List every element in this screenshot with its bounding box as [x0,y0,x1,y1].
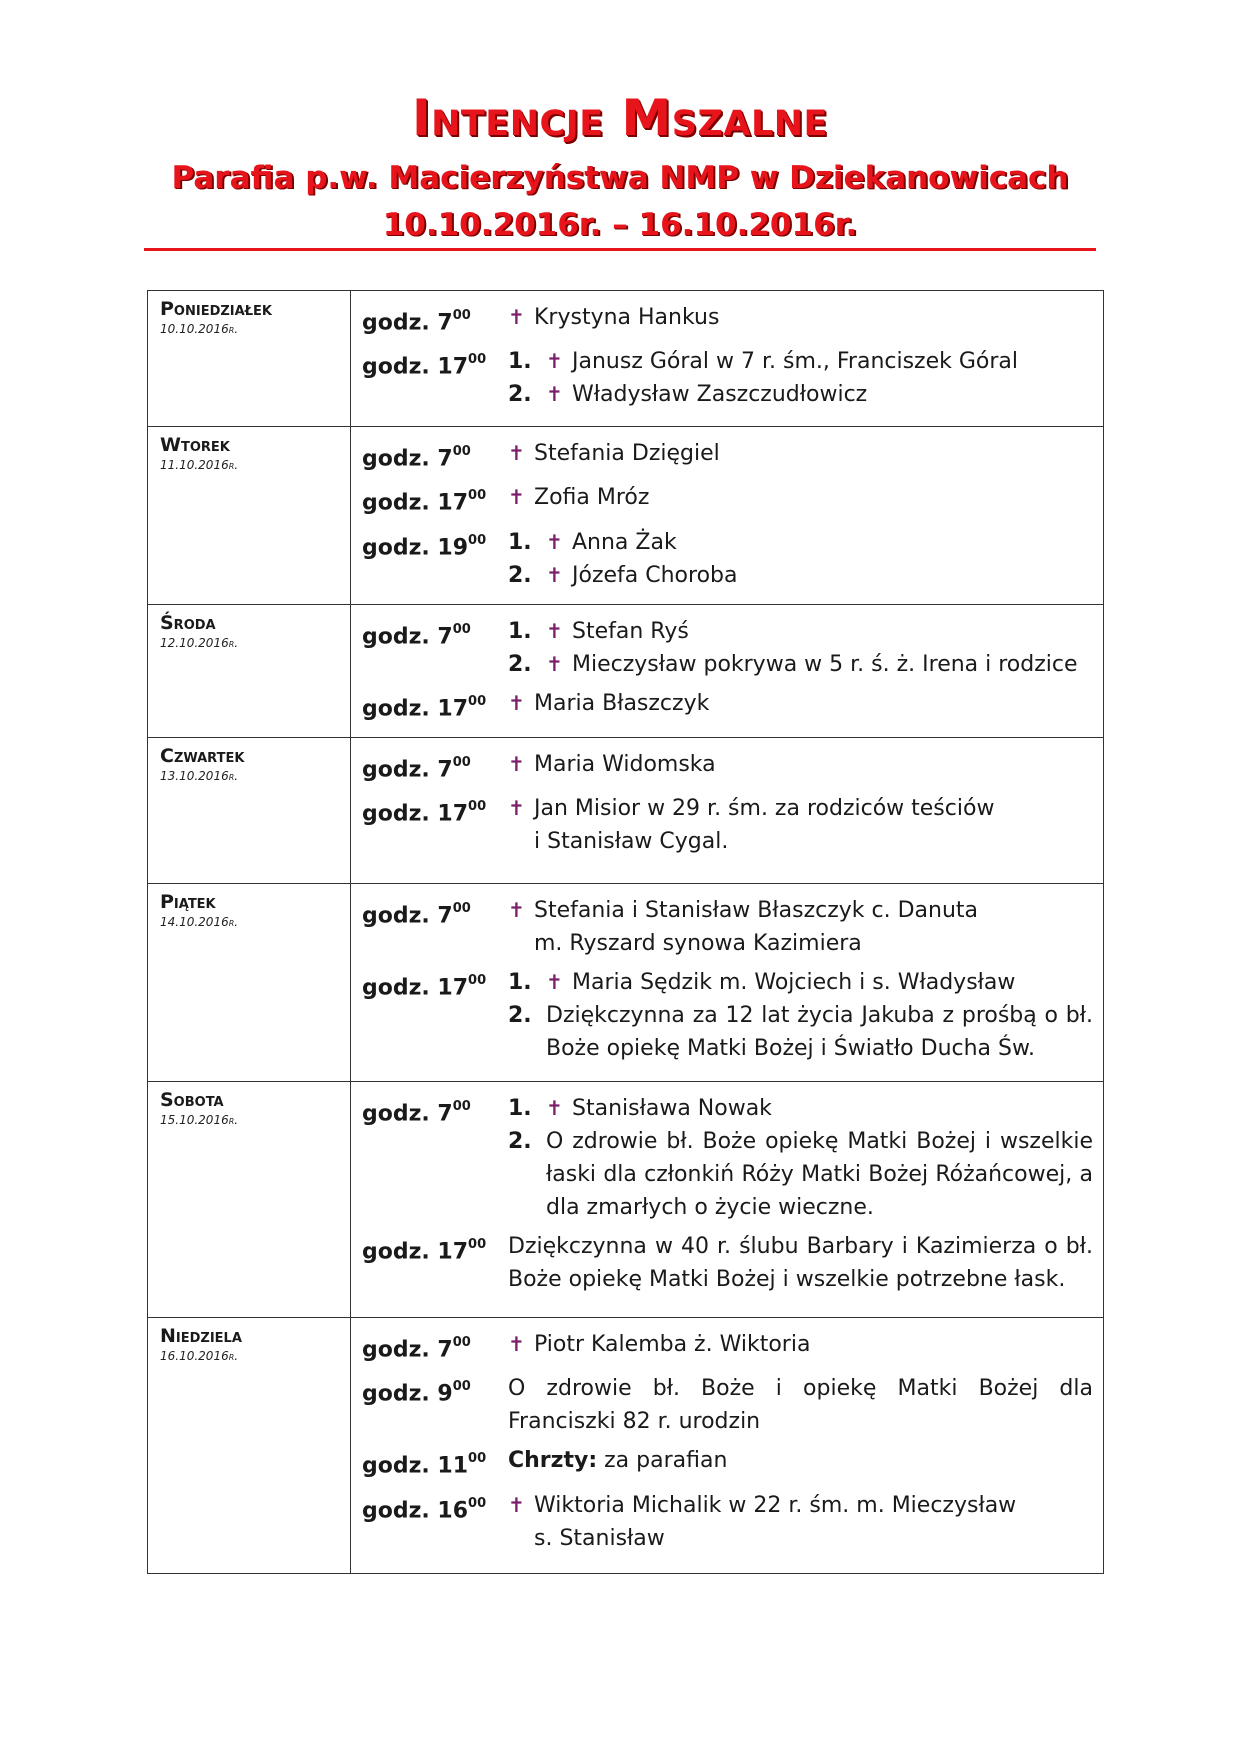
intentions-list [508,345,1093,411]
intentions-list [508,1489,1093,1555]
mass-time-hour: godz. 7 [362,903,453,929]
day-row [148,291,1104,427]
day-date: 16.10.2016r. [160,1348,239,1363]
mass-cell [351,1317,1104,1573]
mass-time [362,345,508,383]
intention-text [572,1092,1093,1125]
intention-item [508,1125,1093,1224]
mass-cell [351,427,1104,605]
day-row [148,883,1104,1081]
intention-number: 1. [508,618,532,644]
intentions-list [508,1328,1093,1361]
mass-time-minutes: 00 [452,1334,471,1350]
mass-slot [362,748,1093,786]
intentions-list [508,687,1093,720]
mass-time-minutes: 00 [468,352,487,368]
mass-time-hour: godz. 7 [362,1101,453,1127]
day-row [148,604,1104,737]
intention-text-main: Władysław Zaszczudłowicz [572,382,868,408]
intentions-list [508,1444,1093,1477]
intention-number: 2. [508,562,532,588]
mass-time [362,1444,508,1482]
intention-text [534,1489,1093,1522]
intention-item [508,1489,1093,1522]
day-cell [148,1081,351,1317]
intention-text [572,966,1093,999]
intention-text-main: Jan Misior w 29 r. śm. za rodziców teściów [534,796,995,822]
mass-slot [362,1092,1093,1224]
mass-time [362,526,508,564]
latin-cross-icon: ✝ [508,897,525,922]
mass-time-hour: godz. 7 [362,623,453,649]
intention-item [508,1230,1093,1296]
intention-item [508,345,1093,378]
latin-cross-icon: ✝ [546,618,563,643]
mass-slot [362,1372,1093,1438]
intention-text [572,378,1093,411]
mass-cell [351,291,1104,427]
intention-item [508,748,1093,781]
mass-time [362,1230,508,1268]
latin-cross-icon: ✝ [508,485,525,510]
intention-text [534,748,1093,781]
intention-text [572,345,1093,378]
intention-item [508,526,1093,559]
intention-text-main: Maria Sędzik m. Wojciech i s. Władysław [572,969,1016,995]
intentions-list [508,481,1093,514]
intention-item [508,792,1093,825]
mass-slot [362,345,1093,411]
intention-text-main: Dziękczynna w 40 r. ślubu Barbary i Kazimierza o bł. Boże opiekę Matki Bożej i wszelkie potrzebne łask. [508,1233,1093,1292]
latin-cross-icon: ✝ [508,1492,525,1517]
intention-text [572,559,1093,592]
latin-cross-icon: ✝ [508,796,525,821]
intention-text-main: Stefan Ryś [572,618,689,644]
intentions-list [508,1092,1093,1224]
mass-cell [351,1081,1104,1317]
intentions-list [508,966,1093,1065]
intention-number: 1. [508,529,532,555]
intention-text-main: Maria Błaszczyk [534,690,710,716]
intentions-list [508,301,1093,334]
intention-continuation: i Stanisław Cygal. [534,829,729,855]
intention-number: 2. [508,1002,532,1028]
day-row [148,1081,1104,1317]
mass-time [362,894,508,932]
day-cell [148,604,351,737]
mass-slot [362,526,1093,592]
mass-time-minutes: 00 [468,1236,487,1252]
mass-time [362,301,508,339]
day-cell [148,291,351,427]
mass-cell [351,883,1104,1081]
intention-number: 2. [508,1128,532,1154]
intention-item [508,687,1093,720]
intention-text [572,526,1093,559]
mass-intentions-table [147,290,1104,1574]
mass-time-minutes: 00 [452,621,471,637]
intention-number: 1. [508,349,532,375]
intention-text [534,437,1093,470]
intention-text [534,481,1093,514]
intention-text [534,301,1093,334]
day-date: 10.10.2016r. [160,322,239,336]
mass-time-hour: godz. 17 [362,975,469,1001]
mass-time-hour: godz. 7 [362,310,453,336]
intentions-list [508,615,1093,681]
intention-item [508,559,1093,592]
intention-text-main: Stanisława Nowak [572,1095,772,1121]
mass-cell [351,604,1104,737]
intention-text-main: Zofia Mróz [534,485,650,511]
parish-name: Parafia p.w. Macierzyństwa NMP w Dziekanowicach [171,160,1069,196]
intention-text [508,1372,1093,1438]
mass-slot [362,966,1093,1065]
mass-time [362,966,508,1004]
latin-cross-icon: ✝ [508,1331,525,1356]
mass-time-minutes: 00 [468,799,487,815]
intention-item [508,437,1093,470]
mass-time-minutes: 00 [452,1379,471,1395]
day-name: Niedziela [160,1324,242,1347]
latin-cross-icon: ✝ [508,305,525,329]
mass-time-hour: godz. 17 [362,490,469,516]
mass-slot [362,615,1093,681]
intention-text [534,894,1093,927]
day-name: Sobota [160,1088,224,1111]
mass-time [362,1328,508,1366]
intention-text [572,648,1093,681]
date-range: 10.10.2016r. – 16.10.2016r. [382,207,858,243]
mass-time-minutes: 00 [468,1451,487,1467]
intention-text [508,1444,1093,1477]
latin-cross-icon: ✝ [508,751,525,776]
mass-cell [351,737,1104,883]
intention-text [546,1125,1093,1224]
intention-text [508,1230,1093,1296]
day-date: 13.10.2016r. [160,768,239,783]
intention-number: 2. [508,382,532,408]
day-name: Wtorek [160,434,230,456]
mass-time-minutes: 00 [452,308,471,323]
intention-text-main: Mieczysław pokrywa w 5 r. ś. ż. Irena i rodzice [572,651,1078,677]
mass-time-hour: godz. 17 [362,801,469,827]
latin-cross-icon: ✝ [546,382,563,407]
mass-time [362,1092,508,1130]
mass-time-minutes: 00 [452,444,471,459]
intention-item [508,966,1093,999]
mass-time [362,481,508,519]
mass-time [362,687,508,725]
intention-text-main: Stefania i Stanisław Błaszczyk c. Danuta [534,897,979,923]
intention-text [534,1328,1093,1361]
intention-text [534,792,1093,825]
mass-time-minutes: 00 [452,754,471,770]
header-divider [144,248,1096,251]
intention-text-main: Piotr Kalemba ż. Wiktoria [534,1331,811,1357]
intention-item [508,481,1093,514]
day-date: 12.10.2016r. [160,635,239,650]
intention-item [508,999,1093,1065]
intention-item [508,1444,1093,1477]
intention-number: 1. [508,969,532,995]
mass-slot [362,481,1093,519]
day-date: 15.10.2016r. [160,1112,239,1127]
mass-slot [362,1444,1093,1482]
intention-text-main: Anna Żak [572,529,677,555]
intention-number: 1. [508,1095,532,1121]
mass-time-hour: godz. 17 [362,1239,469,1265]
mass-time-minutes: 00 [468,488,487,504]
latin-cross-icon: ✝ [546,1095,563,1120]
intention-text-main: Stefania Dzięgiel [534,441,720,466]
mass-time [362,1489,508,1527]
intention-item [508,615,1093,648]
latin-cross-icon: ✝ [546,529,563,554]
intention-text-main: O zdrowie bł. Boże opiekę Matki Bożej i wszelkie łaski dla członkiń Róży Matki Bożej Różańcowej, a dla zmarłych o życie wieczne. [546,1128,1093,1220]
mass-slot [362,687,1093,725]
day-row [148,737,1104,883]
mass-time-hour: godz. 7 [362,757,453,783]
page-title: Intencje Mszalne [412,89,828,147]
mass-slot [362,894,1093,960]
mass-time-hour: godz. 7 [362,446,453,472]
intentions-list [508,1372,1093,1438]
intention-text [546,999,1093,1065]
mass-slot [362,1489,1093,1555]
mass-time-hour: godz. 19 [362,534,469,560]
intention-item [508,1328,1093,1361]
mass-time-hour: godz. 11 [362,1453,469,1479]
intention-text [572,615,1093,648]
day-name: Czwartek [160,744,245,767]
mass-slot [362,301,1093,339]
intentions-list [508,748,1093,781]
day-name: Środa [160,611,216,634]
intention-text-main: Dziękczynna za 12 lat życia Jakuba z prośbą o bł. Boże opiekę Matki Bożej i Światło Ducha Św. [546,1002,1093,1061]
mass-time-hour: godz. 17 [362,695,469,721]
mass-time [362,748,508,786]
intention-item [508,648,1093,681]
intention-label: Chrzty: [508,1448,598,1474]
intention-text-main: Józefa Choroba [572,562,738,588]
mass-time-hour: godz. 16 [362,1497,469,1523]
day-row [148,1317,1104,1573]
mass-time [362,437,508,475]
mass-time [362,1372,508,1410]
intention-continuation: m. Ryszard synowa Kazimiera [534,930,862,956]
intentions-list [508,526,1093,592]
mass-time-minutes: 00 [468,1495,487,1511]
intention-item [508,378,1093,411]
intention-text-main: Maria Widomska [534,751,716,777]
mass-time-hour: godz. 7 [362,1337,453,1363]
intention-text-main: Janusz Góral w 7 r. śm., Franciszek Góral [572,349,1019,375]
intention-item [508,301,1093,334]
mass-time-minutes: 00 [452,900,471,916]
mass-time [362,615,508,653]
latin-cross-icon: ✝ [508,690,525,715]
mass-time-minutes: 00 [468,693,487,709]
intention-continuation: s. Stanisław [534,1525,665,1551]
intention-text-rest: za parafian [597,1448,728,1474]
mass-time-hour: godz. 9 [362,1381,453,1407]
intention-text-main: Wiktoria Michalik w 22 r. śm. m. Mieczysław [534,1492,1017,1518]
latin-cross-icon: ✝ [546,349,563,374]
intentions-list [508,894,1093,960]
mass-time-hour: godz. 17 [362,354,469,380]
mass-slot [362,437,1093,475]
latin-cross-icon: ✝ [508,441,525,465]
latin-cross-icon: ✝ [546,651,563,676]
mass-slot [362,1328,1093,1366]
day-date: 14.10.2016r. [160,914,239,929]
day-row [148,427,1104,605]
intention-item [508,1372,1093,1438]
mass-slot [362,1230,1093,1296]
intentions-list [508,437,1093,470]
day-cell [148,1317,351,1573]
intention-item [508,894,1093,927]
intention-text-main: Krystyna Hankus [534,305,720,330]
mass-time-minutes: 00 [468,532,487,548]
mass-time-minutes: 00 [452,1098,471,1114]
latin-cross-icon: ✝ [546,969,563,994]
intention-text [534,687,1093,720]
latin-cross-icon: ✝ [546,562,563,587]
intentions-list [508,792,1093,858]
day-name: Piątek [160,890,216,913]
day-cell [148,883,351,1081]
mass-time [362,792,508,830]
day-cell [148,737,351,883]
intention-item [508,1092,1093,1125]
mass-slot [362,792,1093,858]
day-name: Poniedziałek [160,298,272,320]
intentions-list [508,1230,1093,1296]
day-date: 11.10.2016r. [160,458,239,472]
day-cell [148,427,351,605]
mass-time-minutes: 00 [468,972,487,988]
intention-text-main: O zdrowie bł. Boże i opiekę Matki Bożej dla Franciszki 82 r. urodzin [508,1376,1093,1435]
intention-number: 2. [508,651,532,677]
